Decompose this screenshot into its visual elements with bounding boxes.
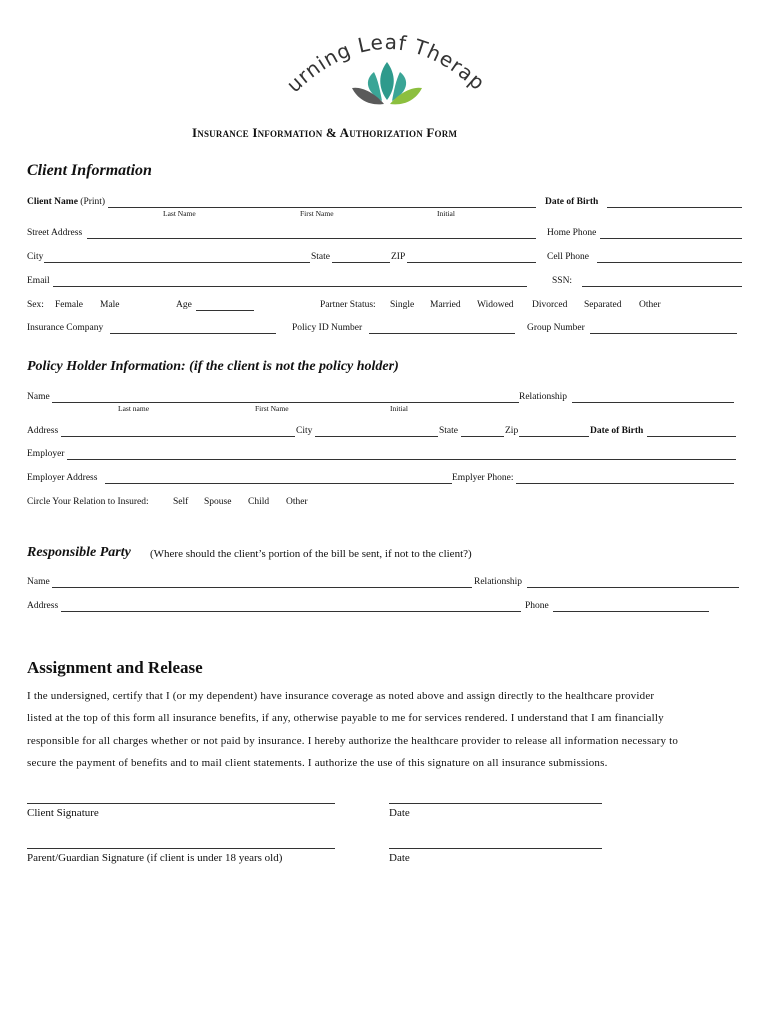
zip-label: ZIP [391,252,406,262]
ssn-label: SSN: [552,276,573,286]
form-title: Insurance Information & Authorization Form [192,125,458,140]
cell-phone-label: Cell Phone [547,252,589,262]
client-signature-date-field[interactable] [389,803,602,804]
cell-phone-field[interactable] [597,262,742,263]
ph-state-field[interactable] [461,436,504,437]
sex-option-male[interactable]: Male [100,300,120,310]
lotus-logo-icon [282,22,492,112]
relation-option-self[interactable]: Self [173,497,189,507]
partner-option-divorced[interactable]: Divorced [532,300,568,310]
email-field[interactable] [53,286,527,287]
logo-text: urning Leaf Therap [282,29,491,98]
client-dob-field[interactable] [607,207,742,208]
ph-employer-address-field[interactable] [105,483,452,484]
rp-name-field[interactable] [52,587,472,588]
assignment-line-4: secure the payment of benefits and to mail client statements. I authorize the use of this signature on all insurance submissions. [27,757,608,769]
policy-holder-heading: Policy Holder Information: (if the client is not the policy holder) [27,359,399,374]
street-address-field[interactable] [87,238,536,239]
client-signature-field[interactable] [27,803,335,804]
rp-name-label: Name [27,577,50,587]
ph-zip-label: Zip [505,426,519,436]
responsible-heading: Responsible Party [27,545,131,560]
ph-employer-phone-label: Emplyer Phone: [452,473,514,483]
relation-option-child[interactable]: Child [248,497,270,507]
rp-phone-label: Phone [525,601,549,611]
ph-employer-label: Employer [27,449,65,459]
ph-employer-address-label: Employer Address [27,473,98,483]
client-name-field[interactable] [108,207,536,208]
ph-employer-phone-field[interactable] [516,483,734,484]
partner-option-separated[interactable]: Separated [584,300,622,310]
age-field[interactable] [196,310,254,311]
ph-city-field[interactable] [315,436,438,437]
partner-option-single[interactable]: Single [390,300,415,310]
guardian-signature-date-label: Date [389,852,410,864]
email-label: Email [27,276,50,286]
insurance-company-label: Insurance Company [27,323,104,333]
guardian-signature-date-field[interactable] [389,848,602,849]
ph-dob-field[interactable] [647,436,736,437]
client-dob-label: Date of Birth [545,197,599,207]
policy-id-label: Policy ID Number [292,323,363,333]
guardian-signature-label: Parent/Guardian Signature (if client is under 18 years old) [27,852,283,864]
age-label: Age [176,300,192,310]
sex-option-female[interactable]: Female [55,300,83,310]
client-sub-last: Last Name [163,209,196,218]
ph-relationship-label: Relationship [519,392,568,402]
rp-relationship-field[interactable] [527,587,739,588]
ph-dob-label: Date of Birth [590,426,644,436]
assignment-line-1: I the undersigned, certify that I (or my dependent) have insurance coverage as noted above and assign directly to the healthcare provider [27,690,655,702]
logo [282,22,492,112]
ph-name-field[interactable] [52,402,519,403]
ssn-field[interactable] [582,286,742,287]
home-phone-field[interactable] [600,238,742,239]
insurance-company-field[interactable] [110,333,276,334]
group-number-label: Group Number [527,323,585,333]
group-number-field[interactable] [590,333,737,334]
guardian-signature-field[interactable] [27,848,335,849]
rp-phone-field[interactable] [553,611,709,612]
ph-relationship-field[interactable] [572,402,734,403]
home-phone-label: Home Phone [547,228,597,238]
ph-sub-initial: Initial [390,404,408,413]
partner-option-married[interactable]: Married [430,300,461,310]
relation-option-other[interactable]: Other [286,497,308,507]
ph-address-label: Address [27,426,59,436]
ph-relation-label: Circle Your Relation to Insured: [27,497,149,507]
sex-label: Sex: [27,300,44,310]
ph-sub-first: First Name [255,404,289,413]
city-field[interactable] [44,262,310,263]
street-address-label: Street Address [27,228,83,238]
assignment-heading: Assignment and Release [27,658,203,677]
client-sub-initial: Initial [437,209,455,218]
rp-address-label: Address [27,601,59,611]
ph-zip-field[interactable] [519,436,589,437]
ph-state-label: State [439,426,458,436]
client-sub-first: First Name [300,209,334,218]
city-label: City [27,252,44,262]
state-field[interactable] [332,262,390,263]
ph-employer-field[interactable] [67,459,736,460]
state-label: State [311,252,330,262]
partner-status-label: Partner Status: [320,300,376,310]
ph-city-label: City [296,426,313,436]
assignment-line-3: responsible for all charges whether or not paid by insurance. I hereby authorize the healthcare provider to release all information necessary to [27,735,679,747]
responsible-note: (Where should the client’s portion of the bill be sent, if not to the client?) [150,548,472,560]
rp-relationship-label: Relationship [474,577,523,587]
ph-address-field[interactable] [61,436,295,437]
client-info-heading: Client Information [27,162,152,179]
partner-option-widowed[interactable]: Widowed [477,300,514,310]
policy-id-field[interactable] [369,333,515,334]
relation-option-spouse[interactable]: Spouse [204,497,232,507]
assignment-line-2: listed at the top of this form all insurance benefits, if any, otherwise payable to me for services rendered. I understand that I am financially [27,712,664,724]
ph-name-label: Name [27,392,50,402]
partner-option-other[interactable]: Other [639,300,661,310]
ph-sub-last: Last name [118,404,150,413]
client-signature-date-label: Date [389,807,410,819]
rp-address-field[interactable] [61,611,521,612]
client-signature-label: Client Signature [27,807,99,819]
client-name-label: Client Name (Print) [27,197,106,207]
zip-field[interactable] [407,262,536,263]
